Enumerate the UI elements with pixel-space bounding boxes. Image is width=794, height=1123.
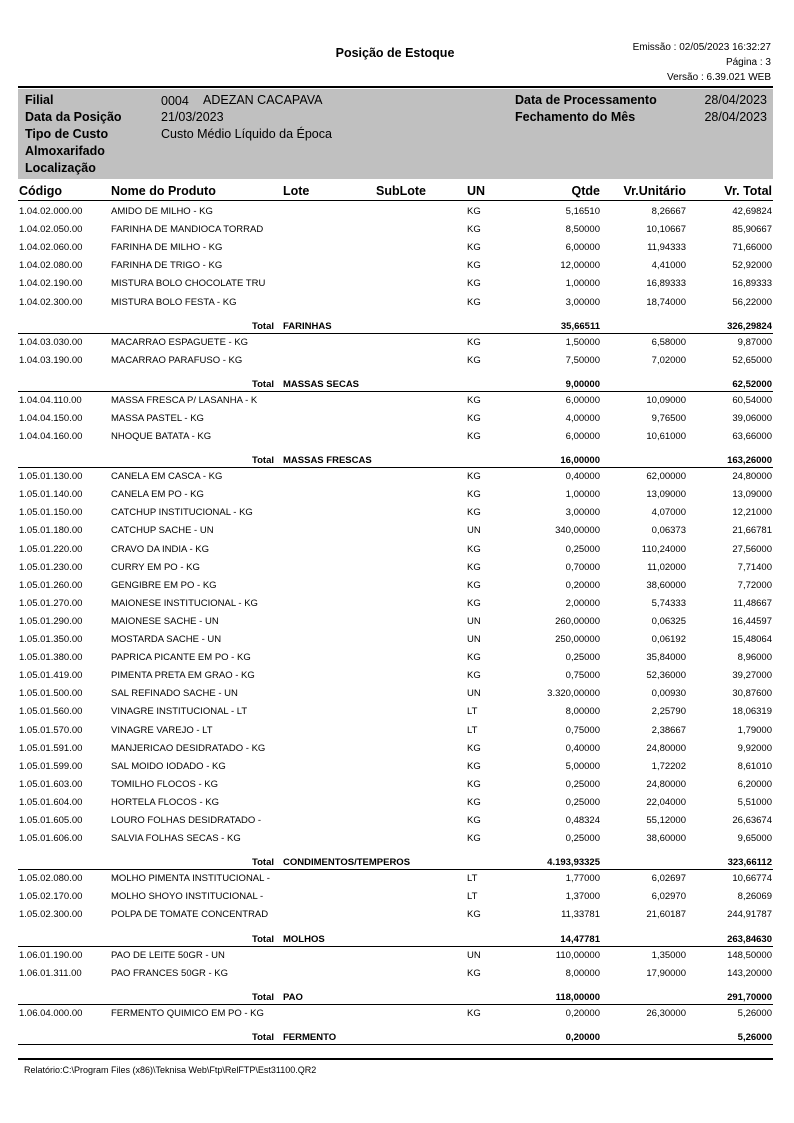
product-name: VINAGRE VAREJO - LT: [111, 724, 213, 736]
product-qtde: 6,00000: [565, 431, 600, 442]
product-qtde: 0,25000: [565, 652, 600, 664]
product-vr-unitario: 2,38667: [651, 724, 686, 736]
group-total-qtde: 4.193,93325: [547, 857, 600, 869]
group-total-name: MASSAS SECAS: [283, 378, 360, 390]
product-vr-unitario: 10,10667: [646, 224, 686, 236]
product-name: MANJERICAO DESIDRATADO - KG: [111, 742, 266, 754]
group-total-vr: 263,84630: [727, 933, 772, 945]
product-vr-unitario: 6,02697: [651, 873, 686, 885]
product-vr-total: 7,72000: [737, 579, 772, 591]
product-unit: KG: [467, 597, 481, 609]
product-vr-unitario: 26,30000: [646, 1007, 686, 1019]
product-vr-unitario: 11,94333: [647, 242, 686, 254]
product-unit: KG: [467, 1007, 481, 1019]
group-total-name: MASSAS FRESCAS: [283, 455, 372, 467]
product-vr-unitario: 16,89333: [646, 278, 686, 290]
product-unit: KG: [467, 815, 481, 826]
group-total-label: Total: [252, 991, 274, 1003]
product-vr-unitario: 38,60000: [646, 833, 686, 845]
product-vr-total: 26,63674: [732, 815, 772, 826]
product-vr-total: 10,66774: [732, 873, 772, 885]
product-name: SAL MOIDO IODADO - KG: [111, 760, 226, 772]
product-name: MASSA FRESCA P/ LASANHA - K: [111, 394, 258, 406]
col-sublote: SubLote: [376, 184, 426, 198]
product-unit: KG: [467, 670, 481, 682]
product-vr-total: 9,92000: [737, 742, 772, 754]
product-unit: KG: [467, 489, 481, 501]
product-name: TOMILHO FLOCOS - KG: [111, 778, 218, 790]
product-unit: KG: [467, 579, 481, 591]
product-vr-unitario: 21,60187: [646, 909, 686, 921]
product-name: PAPRICA PICANTE EM PO - KG: [111, 652, 251, 664]
filial-code: 0004: [161, 94, 189, 108]
product-vr-unitario: 18,74000: [646, 296, 686, 308]
product-qtde: 1,77000: [565, 873, 600, 885]
product-unit: KG: [467, 431, 481, 442]
product-code: 1.05.02.170.00: [19, 891, 83, 903]
group-separator: [18, 391, 773, 392]
col-codigo: Código: [19, 184, 63, 198]
product-vr-unitario: 10,09000: [646, 394, 686, 406]
product-code: 1.05.01.220.00: [19, 543, 83, 555]
product-vr-unitario: 22,04000: [646, 796, 686, 808]
product-qtde: 0,25000: [565, 543, 600, 555]
group-total-vr: 291,70000: [727, 991, 772, 1003]
product-unit: UN: [467, 688, 481, 700]
product-unit: KG: [467, 796, 481, 808]
product-vr-unitario: 11,02000: [647, 561, 686, 573]
product-vr-total: 60,54000: [732, 394, 772, 406]
product-vr-unitario: 8,26667: [651, 206, 686, 217]
group-total-qtde: 35,66511: [560, 320, 600, 332]
group-separator: [18, 946, 773, 947]
product-vr-unitario: 62,00000: [646, 471, 686, 483]
product-name: MISTURA BOLO CHOCOLATE TRU: [111, 278, 266, 290]
product-name: CANELA EM PO - KG: [111, 489, 204, 501]
product-vr-unitario: 24,80000: [646, 742, 686, 754]
product-qtde: 8,00000: [565, 967, 600, 979]
product-vr-unitario: 24,80000: [646, 778, 686, 790]
product-qtde: 260,00000: [555, 615, 600, 627]
product-name: CRAVO DA INDIA - KG: [111, 543, 210, 555]
product-unit: KG: [467, 296, 481, 308]
page-number: Página : 3: [725, 57, 771, 68]
data-processamento-value: 28/04/2023: [704, 93, 767, 107]
product-name: GENGIBRE EM PO - KG: [111, 579, 217, 591]
product-name: MOLHO PIMENTA INSTITUCIONAL -: [111, 873, 270, 885]
group-total-label: Total: [252, 1031, 274, 1043]
product-vr-total: 24,80000: [732, 471, 772, 483]
group-total-label: Total: [252, 455, 274, 467]
product-name: LOURO FOLHAS DESIDRATADO -: [111, 815, 262, 826]
product-name: MACARRAO PARAFUSO - KG: [111, 354, 243, 366]
product-code: 1.05.02.300.00: [19, 909, 83, 921]
product-qtde: 250,00000: [555, 634, 600, 645]
product-vr-total: 1,79000: [737, 724, 772, 736]
group-total-label: Total: [252, 933, 274, 945]
product-unit: KG: [467, 909, 481, 921]
product-qtde: 0,75000: [565, 670, 600, 682]
data-posicao-label: Data da Posição: [25, 110, 122, 124]
product-vr-total: 85,90667: [732, 224, 772, 236]
product-qtde: 4,00000: [565, 412, 600, 424]
group-total-vr: 326,29824: [727, 320, 772, 332]
product-vr-unitario: 0,06373: [651, 525, 686, 537]
filial-label: Filial: [25, 93, 54, 107]
product-code: 1.05.01.419.00: [19, 670, 83, 682]
product-vr-total: 42,69824: [732, 206, 772, 217]
group-separator: [18, 1044, 773, 1045]
emission-date: Emissão : 02/05/2023 16:32:27: [632, 42, 771, 53]
product-vr-total: 39,27000: [732, 670, 772, 682]
product-vr-total: 8,61010: [737, 760, 772, 772]
product-qtde: 340,00000: [555, 525, 600, 537]
product-name: CATCHUP SACHE - UN: [111, 525, 214, 537]
product-code: 1.05.01.380.00: [19, 652, 83, 664]
product-vr-total: 244,91787: [727, 909, 772, 921]
product-vr-total: 39,06000: [732, 412, 772, 424]
product-name: MAIONESE INSTITUCIONAL - KG: [111, 597, 258, 609]
product-code: 1.04.02.080.00: [19, 260, 83, 272]
product-name: SALVIA FOLHAS SECAS - KG: [111, 833, 241, 845]
product-unit: KG: [467, 260, 481, 272]
product-vr-unitario: 6,58000: [651, 336, 686, 348]
product-vr-total: 8,26069: [737, 891, 772, 903]
group-total-qtde: 14,47781: [560, 933, 600, 945]
product-unit: KG: [467, 652, 481, 664]
group-total-label: Total: [252, 320, 274, 332]
data-posicao-value: 21/03/2023: [161, 110, 224, 124]
product-vr-unitario: 55,12000: [646, 815, 686, 826]
product-code: 1.05.01.570.00: [19, 724, 83, 736]
product-vr-unitario: 13,09000: [646, 489, 686, 501]
product-unit: KG: [467, 354, 481, 366]
product-vr-total: 13,09000: [732, 489, 772, 501]
product-unit: UN: [467, 525, 481, 537]
group-total-vr: 163,26000: [727, 455, 772, 467]
product-qtde: 0,25000: [565, 778, 600, 790]
product-qtde: 0,20000: [565, 579, 600, 591]
product-code: 1.05.01.606.00: [19, 833, 83, 845]
product-vr-unitario: 1,35000: [651, 949, 686, 961]
group-total-name: FERMENTO: [283, 1031, 337, 1043]
product-vr-total: 148,50000: [727, 949, 772, 961]
group-total-label: Total: [252, 378, 274, 390]
group-total-qtde: 16,00000: [560, 455, 600, 467]
product-code: 1.06.01.190.00: [19, 949, 83, 961]
product-code: 1.05.01.290.00: [19, 615, 83, 627]
group-total-name: CONDIMENTOS/TEMPEROS: [283, 857, 411, 869]
product-name: FARINHA DE MANDIOCA TORRAD: [111, 224, 264, 236]
product-vr-total: 5,26000: [737, 1007, 772, 1019]
product-code: 1.05.01.605.00: [19, 815, 83, 826]
product-vr-unitario: 10,61000: [646, 431, 686, 442]
report-path: Relatório:C:\Program Files (x86)\Teknisa Web\Ftp\RelFTP\Est31100.QR2: [24, 1065, 317, 1075]
almoxarifado-label: Almoxarifado: [25, 144, 105, 158]
product-qtde: 0,25000: [565, 796, 600, 808]
product-code: 1.05.01.604.00: [19, 796, 83, 808]
product-vr-total: 15,48064: [732, 634, 772, 645]
product-unit: KG: [467, 778, 481, 790]
product-qtde: 2,00000: [565, 597, 600, 609]
product-vr-total: 7,71400: [737, 561, 772, 573]
product-qtde: 3,00000: [565, 507, 600, 519]
product-unit: KG: [467, 336, 481, 348]
footer-rule: [18, 1058, 773, 1060]
product-unit: UN: [467, 949, 481, 961]
col-un: UN: [467, 184, 486, 198]
product-name: FARINHA DE MILHO - KG: [111, 242, 223, 254]
product-vr-total: 9,87000: [737, 336, 772, 348]
product-unit: KG: [467, 760, 481, 772]
product-vr-total: 71,66000: [732, 242, 772, 254]
product-vr-unitario: 0,06325: [651, 615, 686, 627]
group-total-qtde: 9,00000: [565, 378, 600, 390]
product-vr-unitario: 38,60000: [646, 579, 686, 591]
product-name: MOLHO SHOYO INSTITUCIONAL -: [111, 891, 264, 903]
group-total-name: PAO: [283, 991, 303, 1003]
product-qtde: 8,50000: [565, 224, 600, 236]
product-vr-total: 16,89333: [732, 278, 772, 290]
filial-name: ADEZAN CACAPAVA: [203, 93, 323, 107]
col-vr-unitario: Vr.Unitário: [623, 184, 686, 198]
product-qtde: 11,33781: [561, 909, 600, 921]
product-code: 1.05.01.500.00: [19, 688, 83, 700]
product-vr-total: 18,06319: [732, 706, 772, 718]
product-qtde: 1,00000: [565, 489, 600, 501]
product-name: PIMENTA PRETA EM GRAO - KG: [111, 670, 255, 682]
product-qtde: 3.320,00000: [547, 688, 600, 700]
product-code: 1.04.02.300.00: [19, 296, 83, 308]
product-code: 1.05.01.560.00: [19, 706, 83, 718]
product-code: 1.05.01.140.00: [19, 489, 83, 501]
product-qtde: 3,00000: [565, 296, 600, 308]
product-code: 1.05.01.230.00: [19, 561, 83, 573]
product-code: 1.04.02.060.00: [19, 242, 83, 254]
group-separator: [18, 869, 773, 870]
product-code: 1.04.03.030.00: [19, 336, 83, 348]
product-code: 1.04.02.190.00: [19, 278, 83, 290]
product-vr-total: 30,87600: [732, 688, 772, 700]
product-code: 1.06.01.311.00: [19, 967, 82, 979]
product-vr-total: 52,92000: [732, 260, 772, 272]
product-vr-total: 56,22000: [732, 296, 772, 308]
product-vr-unitario: 17,90000: [646, 967, 686, 979]
group-total-label: Total: [252, 857, 274, 869]
product-qtde: 0,70000: [565, 561, 600, 573]
product-qtde: 6,00000: [565, 394, 600, 406]
product-unit: KG: [467, 742, 481, 754]
product-vr-total: 5,51000: [737, 796, 772, 808]
product-qtde: 1,00000: [565, 278, 600, 290]
localizacao-label: Localização: [25, 161, 96, 175]
product-name: MACARRAO ESPAGUETE - KG: [111, 336, 249, 348]
product-unit: LT: [467, 724, 478, 736]
product-vr-total: 11,48667: [733, 597, 772, 609]
product-code: 1.05.01.130.00: [19, 471, 83, 483]
product-unit: KG: [467, 394, 481, 406]
product-vr-total: 8,96000: [737, 652, 772, 664]
product-vr-total: 52,65000: [732, 354, 772, 366]
product-code: 1.04.04.160.00: [19, 431, 83, 442]
product-code: 1.04.02.000.00: [19, 206, 83, 217]
product-code: 1.05.01.270.00: [19, 597, 83, 609]
product-unit: KG: [467, 206, 481, 217]
product-unit: KG: [467, 561, 481, 573]
product-vr-unitario: 52,36000: [646, 670, 686, 682]
product-code: 1.05.01.599.00: [19, 760, 83, 772]
report-title: Posição de Estoque: [335, 46, 455, 60]
product-unit: KG: [467, 224, 481, 236]
group-total-vr: 323,66112: [727, 857, 772, 869]
group-total-qtde: 118,00000: [555, 991, 600, 1003]
col-vr-total: Vr. Total: [724, 184, 772, 198]
group-separator: [18, 333, 773, 334]
product-name: POLPA DE TOMATE CONCENTRAD: [111, 909, 269, 921]
product-vr-total: 143,20000: [727, 967, 772, 979]
product-qtde: 8,00000: [565, 706, 600, 718]
product-qtde: 7,50000: [565, 354, 600, 366]
product-qtde: 0,75000: [565, 724, 600, 736]
product-vr-unitario: 2,25790: [651, 706, 686, 718]
product-vr-total: 6,20000: [737, 778, 772, 790]
product-unit: KG: [467, 471, 481, 483]
product-qtde: 5,16510: [565, 206, 600, 217]
product-unit: UN: [467, 634, 481, 645]
product-vr-unitario: 4,07000: [651, 507, 686, 519]
group-separator: [18, 467, 773, 468]
product-name: NHOQUE BATATA - KG: [111, 431, 212, 442]
product-name: HORTELA FLOCOS - KG: [111, 796, 220, 808]
product-vr-unitario: 4,41000: [651, 260, 686, 272]
product-qtde: 0,25000: [565, 833, 600, 845]
product-unit: LT: [467, 706, 478, 718]
product-vr-unitario: 9,76500: [651, 412, 686, 424]
product-name: MISTURA BOLO FESTA - KG: [111, 296, 237, 308]
product-unit: LT: [467, 873, 478, 885]
product-unit: KG: [467, 242, 481, 254]
product-unit: KG: [467, 412, 481, 424]
product-vr-total: 9,65000: [737, 833, 772, 845]
product-code: 1.04.04.150.00: [19, 412, 83, 424]
group-total-name: MOLHOS: [283, 933, 325, 945]
product-name: PAO FRANCES 50GR - KG: [111, 967, 229, 979]
group-separator: [18, 1004, 773, 1005]
group-total-name: FARINHAS: [283, 320, 332, 332]
product-unit: KG: [467, 507, 481, 519]
product-vr-unitario: 0,06192: [651, 634, 686, 645]
product-vr-total: 12,21000: [732, 507, 772, 519]
product-unit: KG: [467, 278, 481, 290]
product-name: PAO DE LEITE 50GR - UN: [111, 949, 225, 961]
product-vr-total: 27,56000: [732, 543, 772, 555]
product-qtde: 0,48324: [565, 815, 600, 826]
product-qtde: 6,00000: [565, 242, 600, 254]
product-name: VINAGRE INSTITUCIONAL - LT: [111, 706, 248, 718]
version: Versão : 6.39.021 WEB: [667, 72, 771, 83]
product-code: 1.04.03.190.00: [19, 354, 83, 366]
product-name: CANELA EM CASCA - KG: [111, 471, 223, 483]
product-code: 1.04.02.050.00: [19, 224, 83, 236]
product-code: 1.05.01.150.00: [19, 507, 83, 519]
product-qtde: 1,50000: [565, 336, 600, 348]
product-name: CATCHUP INSTITUCIONAL - KG: [111, 507, 253, 519]
fechamento-value: 28/04/2023: [704, 110, 767, 124]
product-name: FARINHA DE TRIGO - KG: [111, 260, 223, 272]
product-vr-total: 16,44597: [732, 615, 772, 627]
product-code: 1.06.04.000.00: [19, 1007, 83, 1019]
product-code: 1.05.01.591.00: [19, 742, 83, 754]
product-qtde: 110,00000: [555, 949, 600, 961]
product-vr-unitario: 1,72202: [651, 760, 686, 772]
product-unit: KG: [467, 543, 481, 555]
product-vr-unitario: 35,84000: [646, 652, 686, 664]
product-vr-unitario: 6,02970: [651, 891, 686, 903]
group-total-vr: 62,52000: [732, 378, 772, 390]
product-vr-total: 21,66781: [732, 525, 772, 537]
product-code: 1.04.04.110.00: [19, 394, 82, 406]
product-vr-unitario: 7,02000: [651, 354, 686, 366]
product-unit: UN: [467, 615, 481, 627]
product-vr-total: 63,66000: [732, 431, 772, 442]
col-qtde: Qtde: [571, 184, 600, 198]
product-code: 1.05.01.603.00: [19, 778, 83, 790]
product-vr-unitario: 110,24000: [641, 543, 686, 555]
tipo-custo-label: Tipo de Custo: [25, 127, 109, 141]
product-vr-unitario: 0,00930: [651, 688, 686, 700]
product-unit: KG: [467, 967, 481, 979]
product-name: SAL REFINADO SACHE - UN: [111, 688, 238, 700]
product-name: FERMENTO QUIMICO EM PO - KG: [111, 1007, 264, 1019]
product-name: CURRY EM PO - KG: [111, 561, 200, 573]
product-code: 1.05.02.080.00: [19, 873, 83, 885]
data-processamento-label: Data de Processamento: [515, 93, 657, 107]
product-qtde: 5,00000: [565, 760, 600, 772]
group-total-qtde: 0,20000: [565, 1031, 600, 1043]
col-nome: Nome do Produto: [111, 184, 216, 198]
fechamento-label: Fechamento do Mês: [515, 110, 636, 124]
product-unit: KG: [467, 833, 481, 845]
tipo-custo-value: Custo Médio Líquido da Época: [161, 127, 332, 141]
product-qtde: 0,20000: [565, 1007, 600, 1019]
product-name: MASSA PASTEL - KG: [111, 412, 204, 424]
product-name: AMIDO DE MILHO - KG: [111, 206, 213, 217]
product-unit: LT: [467, 891, 478, 903]
product-qtde: 12,00000: [560, 260, 600, 272]
product-code: 1.05.01.180.00: [19, 525, 83, 537]
product-vr-unitario: 5,74333: [651, 597, 686, 609]
product-name: MOSTARDA SACHE - UN: [111, 634, 222, 645]
product-qtde: 0,40000: [565, 471, 600, 483]
product-code: 1.05.01.350.00: [19, 634, 83, 645]
product-qtde: 0,40000: [565, 742, 600, 754]
product-code: 1.05.01.260.00: [19, 579, 83, 591]
group-total-vr: 5,26000: [737, 1031, 772, 1043]
product-name: MAIONESE SACHE - UN: [111, 615, 219, 627]
col-lote: Lote: [283, 184, 310, 198]
product-qtde: 1,37000: [565, 891, 600, 903]
